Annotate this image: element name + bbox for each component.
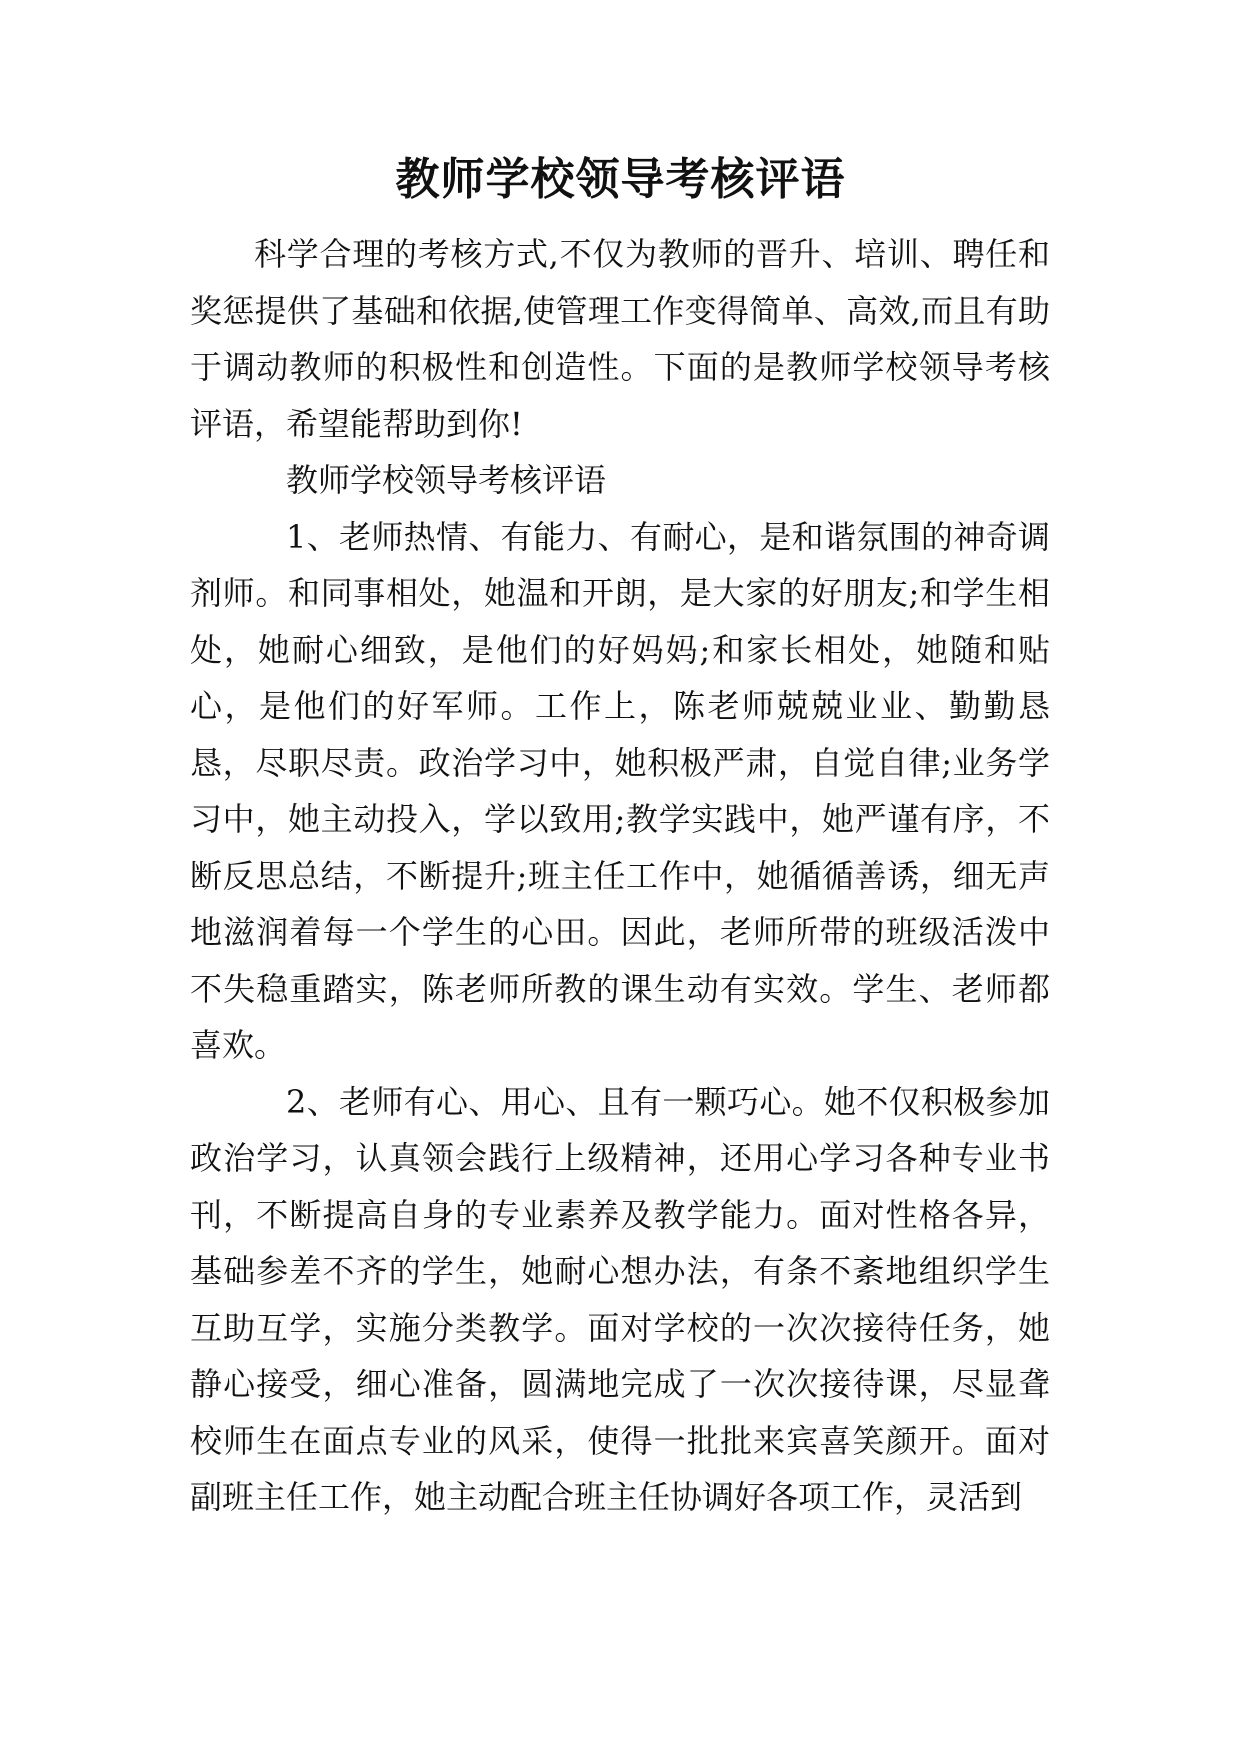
- section-subtitle: 教师学校领导考核评语: [286, 461, 607, 499]
- document-title: 教师学校领导考核评语: [395, 154, 846, 205]
- comment-paragraph-1: 1、老师热情、有能力、有耐心，是和谐氛围的神奇调剂师。和同事相处，她温和开朗，是大家的好朋友;和学生相处，她耐心细致，是他们的好妈妈;和家长相处，她随和贴心，是他们的好军师。工作上，陈老师兢兢业业、勤勤恳恳，尽职尽责。政治学习中，她积极严肃，自觉自律;业务学习中，她主动投入，学以致用;教学实践中，她严谨有序，不断反思总结，不断提升;班主任工作中，她循循善诱，细无声地滋润着每一个学生的心田。因此，老师所带的班级活泼中不失稳重踏实，陈老师所教的课生动有实效。学生、老师都喜欢。: [190, 517, 1050, 1064]
- document-body: [190, 226, 1050, 1526]
- comment-paragraph-2: 2、老师有心、用心、且有一颗巧心。她不仅积极参加政治学习，认真领会践行上级精神，还用心学习各种专业书刊，不断提高自身的专业素养及教学能力。面对性格各异，基础参差不齐的学生，她耐心想办法，有条不紊地组织学生互助互学，实施分类教学。面对学校的一次次接待任务，她静心接受，细心准备，圆满地完成了一次次接待课，尽显聋校师生在面点专业的风采，使得一批批来宾喜笑颜开。面对副班主任工作，她主动配合班主任协调好各项工作，灵活到: [190, 1082, 1050, 1516]
- intro-paragraph: 科学合理的考核方式,不仅为教师的晋升、培训、聘任和奖惩提供了基础和依据,使管理工作变得简单、高效,而且有助于调动教师的积极性和创造性。下面的是教师学校领导考核评语，希望能帮助到你!: [190, 235, 1050, 443]
